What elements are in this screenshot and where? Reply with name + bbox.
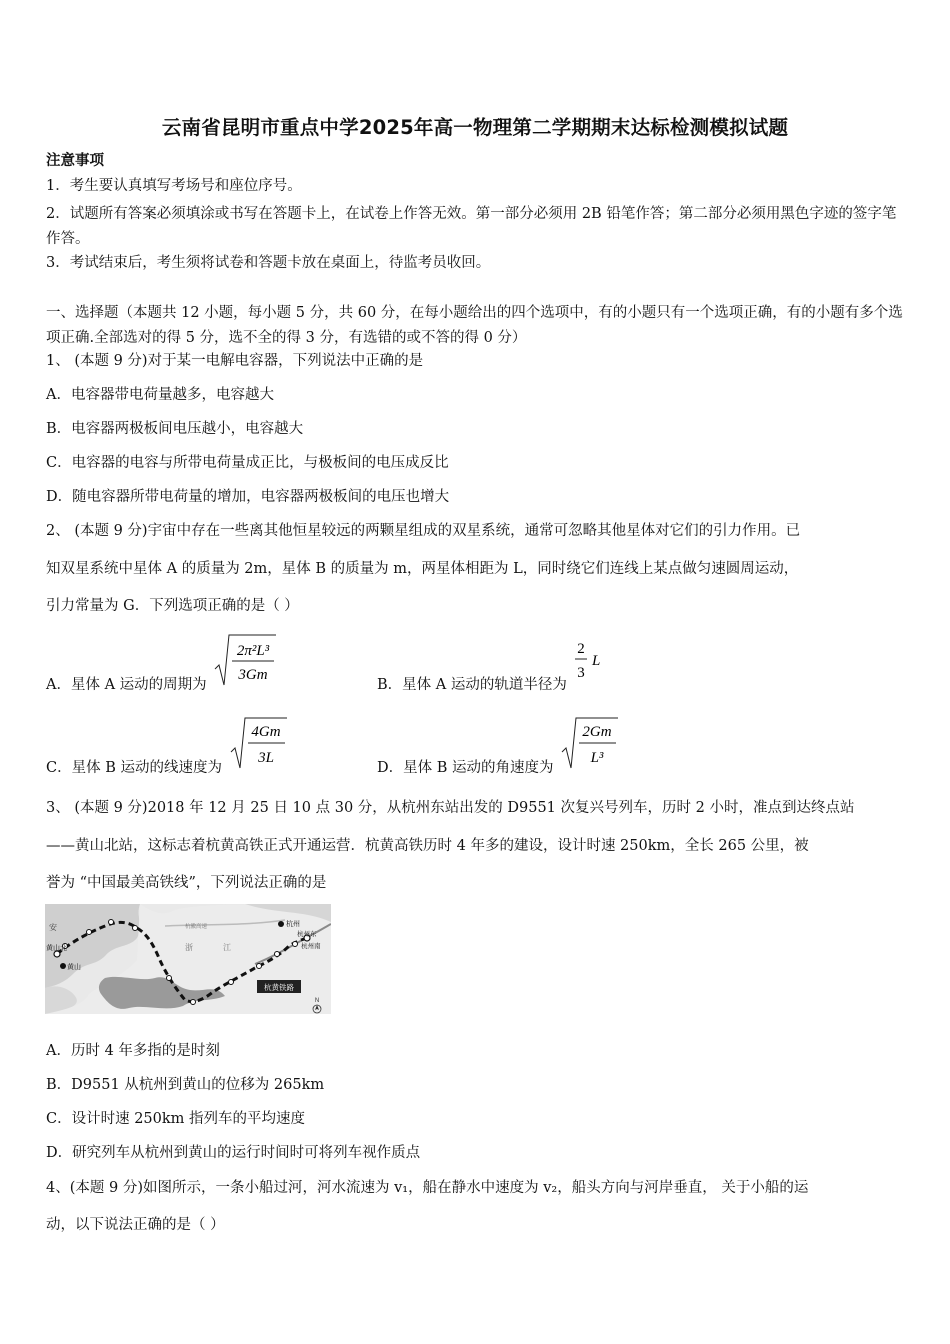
q2-option-c (46, 716, 289, 776)
q3-option-c: C．设计时速 250km 指列车的平均速度 (46, 1111, 306, 1127)
page-title: 云南省昆明市重点中学2025年高一物理第二学期期末达标检测模拟试题 (161, 116, 789, 139)
notice-heading: 注意事项 (46, 152, 104, 169)
fraction-formula-b (573, 633, 609, 689)
formula-d-denominator: L³ (590, 750, 604, 766)
q1-option-d: D．随电容器所带电荷量的增加，电容器两极板间的电压也增大 (46, 489, 450, 505)
formula-d-numerator: 2Gm (582, 724, 612, 740)
map-label-huangshanbei: 黄山北 (46, 945, 67, 952)
q2-option-b-label: B．星体 A 运动的轨道半径为 (377, 677, 567, 693)
sqrt-formula-c (229, 716, 289, 772)
map-label-zhe: 浙 (185, 943, 193, 952)
notice-item-1: 1．考生要认真填写考场号和座位序号。 (46, 178, 302, 194)
map-label-hangzhou: 杭州 (286, 921, 300, 928)
map-label-north: N (314, 998, 320, 1004)
formula-a-denominator: 3Gm (238, 667, 268, 683)
q2-stem-line3: 引力常量为 G．下列选项正确的是（ ） (46, 598, 299, 614)
sqrt-formula-d (560, 716, 620, 772)
formula-c-denominator: 3L (257, 750, 274, 766)
map-label-road: 杭徽高速 (185, 924, 208, 930)
formula-b-denominator: 3 (577, 665, 586, 681)
map-label-hangzhoudong: 杭州东 (297, 931, 317, 938)
map-label-hangzhounan: 杭州南 (301, 943, 321, 950)
map-label-huangshan: 黄山 (67, 964, 81, 971)
q2-stem-line1: 2、 (本题 9 分)宇宙中存在一些离其他恒星较远的两颗星组成的双星系统，通常可忽略其他星体对它们的引力作用。已 (46, 523, 801, 539)
q3-option-b: B．D9551 从杭州到黄山的位移为 265km (46, 1077, 325, 1093)
q1-stem: 1、 (本题 9 分)对于某一电解电容器，下列说法中正确的是 (46, 353, 424, 369)
sqrt-formula-a (213, 633, 277, 689)
q3-option-d: D．研究列车从杭州到黄山的运行时间时可将列车视作质点 (46, 1145, 421, 1161)
formula-a-numerator: 2π²L³ (237, 643, 270, 659)
q3-option-a: A．历时 4 年多指的是时刻 (46, 1043, 220, 1059)
notice-item-3: 3．考试结束后，考生须将试卷和答题卡放在桌面上，待监考员收回。 (46, 255, 491, 271)
q4-stem-line2: 动，以下说法正确的是（ ） (46, 1217, 225, 1233)
q2-option-c-label: C．星体 B 运动的线速度为 (46, 760, 222, 776)
map-label-route: 杭黄铁路 (264, 983, 294, 992)
q2-option-a-label: A．星体 A 运动的周期为 (46, 677, 207, 693)
q2-option-b (377, 633, 609, 693)
formula-b-numerator: 2 (577, 641, 586, 657)
q3-stem-line3: 誉为 “中国最美高铁线”，下列说法正确的是 (46, 875, 327, 891)
q2-option-d-label: D．星体 B 运动的角速度为 (377, 760, 554, 776)
map-label-an: 安 (49, 923, 57, 932)
formula-c-numerator: 4Gm (250, 724, 281, 740)
map-label-jiang: 江 (223, 943, 231, 952)
q1-option-a: A．电容器带电荷量越多，电容越大 (46, 387, 274, 403)
q1-option-b: B．电容器两极板间电压越小，电容越大 (46, 421, 304, 437)
q3-stem-line2: ——黄山北站，这标志着杭黄高铁正式开通运营．杭黄高铁历时 4 年多的建设，设计时速 250km，全长 265 公里，被 (46, 838, 809, 854)
formula-b-variable: L (592, 653, 601, 669)
railway-map (45, 904, 331, 1014)
q3-stem-line1: 3、 (本题 9 分)2018 年 12 月 25 日 10 点 30 分，从杭州东站出发的 D9551 次复兴号列车，历时 2 小时，准点到达终点站 (46, 800, 855, 816)
q1-option-c: C．电容器的电容与所带电荷量成正比，与极板间的电压成反比 (46, 455, 449, 471)
q4-stem-line1: 4、(本题 9 分)如图所示，一条小船过河，河水流速为 v₁，船在静水中速度为 v₂，船头方向与河岸垂直， 关于小船的运 (46, 1180, 809, 1196)
q2-option-d (377, 716, 620, 776)
section-heading: 一、选择题（本题共 12 小题，每小题 5 分，共 60 分，在每小题给出的四个选项中，有的小题只有一个选项正确，有的小题有多个选项正确.全部选对的得 5 分，选不全的得 3 分，有选错的或不答的得 0 分） (46, 305, 903, 346)
q2-option-a (46, 633, 277, 693)
q2-stem-line2: 知双星系统中星体 A 的质量为 2m，星体 B 的质量为 m，两星体相距为 L，同时绕它们连线上某点做匀速圆周运动， (46, 561, 799, 577)
notice-item-2: 2．试题所有答案必须填涂或书写在答题卡上，在试卷上作答无效。第一部分必须用 2B 铅笔作答；第二部分必须用黑色字迹的签字笔作答。 (46, 206, 897, 247)
